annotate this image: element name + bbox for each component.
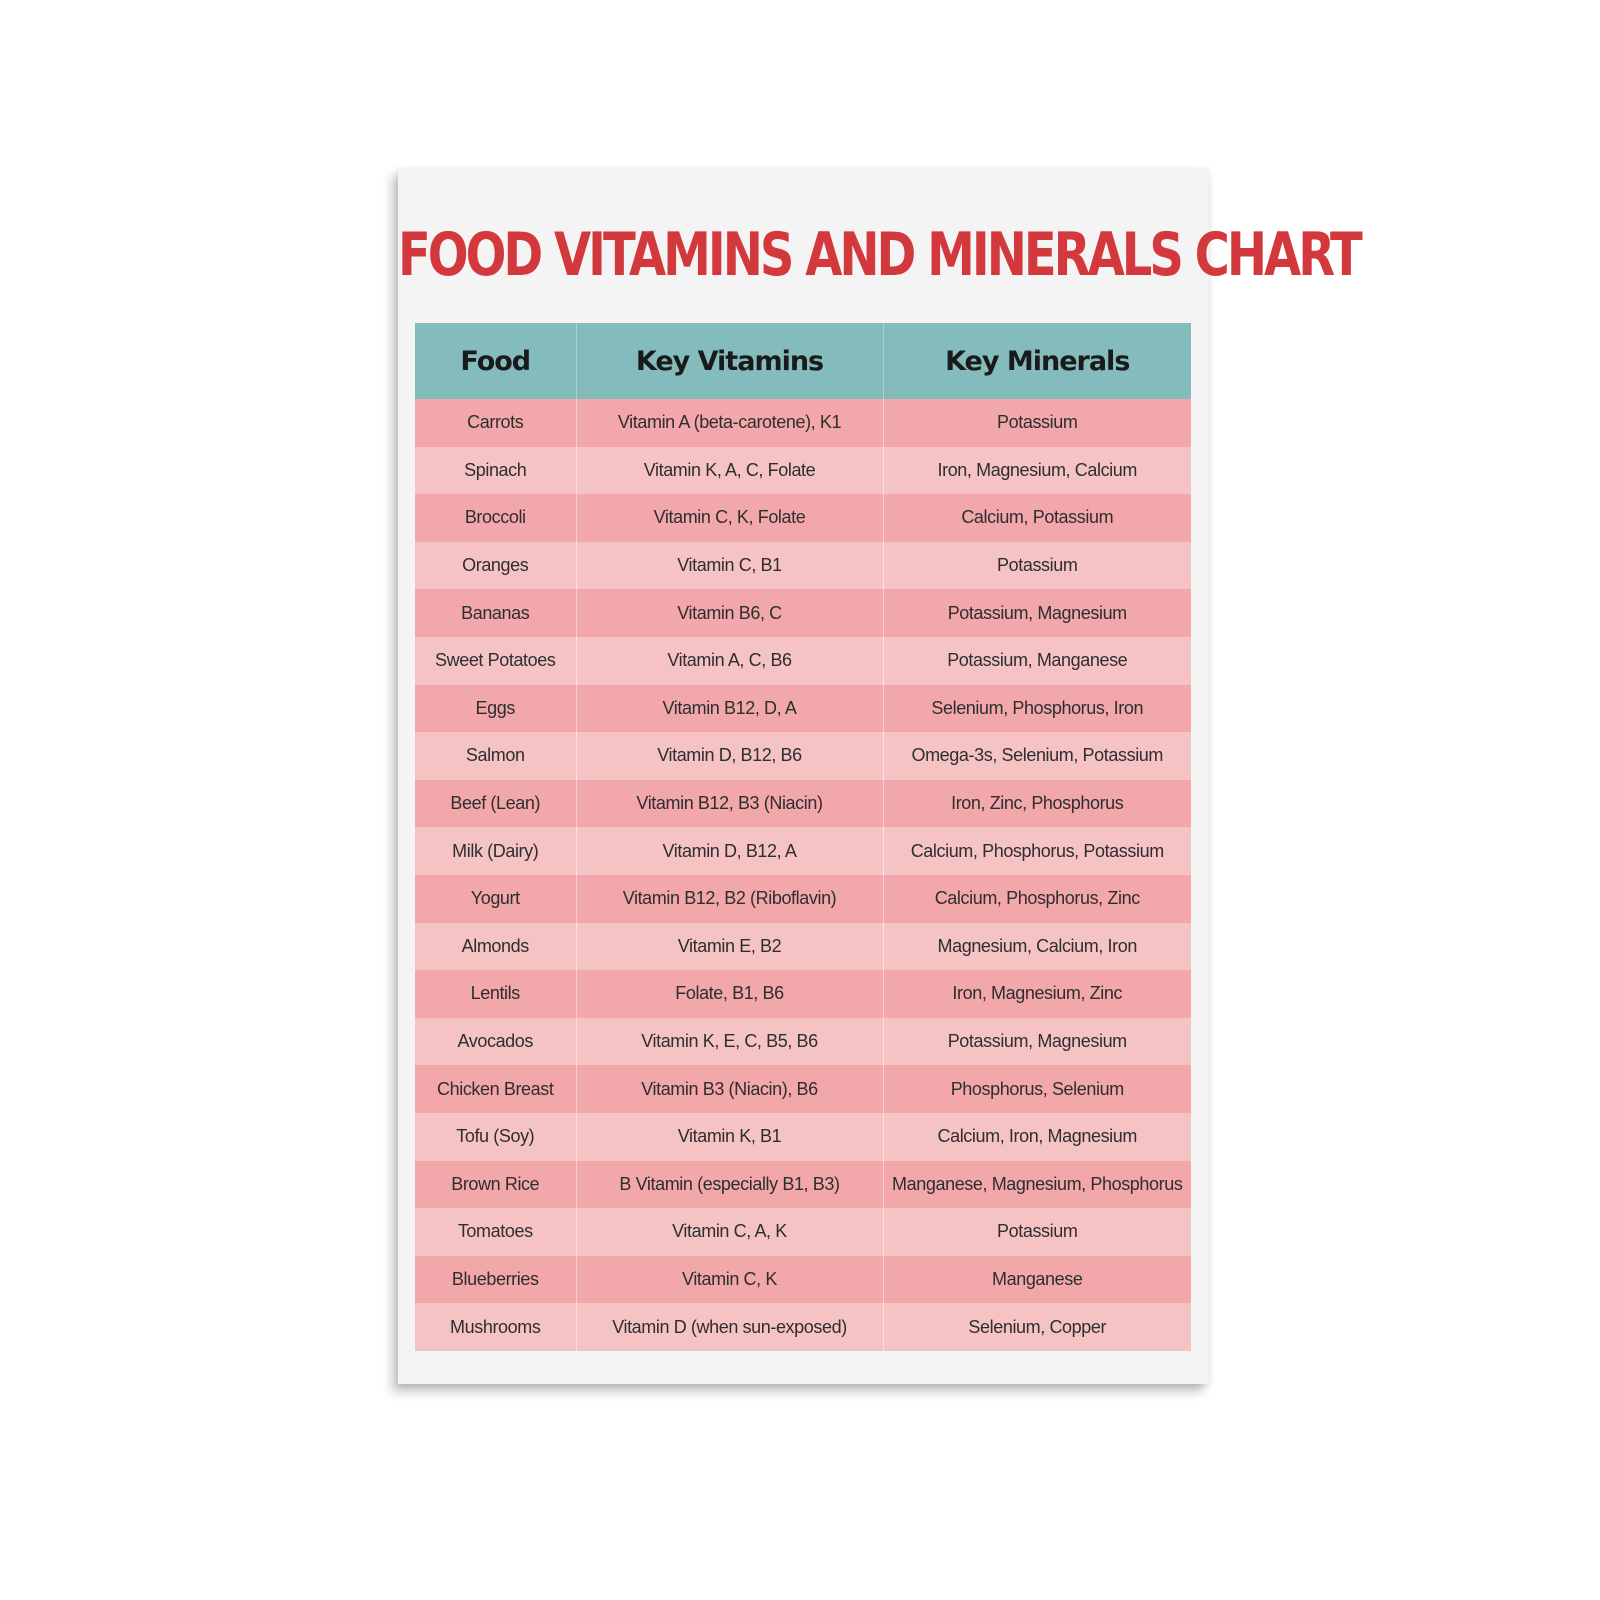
nutrition-table [415,323,1191,1351]
food-cell: Chicken Breast [415,1065,576,1113]
food-cell: Blueberries [415,1256,576,1304]
table-row [415,1113,1191,1161]
vitamins-cell: Vitamin D, B12, A [576,827,883,875]
minerals-cell: Manganese, Magnesium, Phosphorus [883,1161,1191,1209]
minerals-cell: Potassium [883,1208,1191,1256]
table-row [415,589,1191,637]
minerals-cell: Selenium, Copper [883,1303,1191,1351]
vitamins-cell: Vitamin D (when sun-exposed) [576,1303,883,1351]
chart-title: FOOD VITAMINS AND MINERALS CHART [398,220,1360,290]
food-cell: Oranges [415,542,576,590]
minerals-cell: Iron, Magnesium, Zinc [883,970,1191,1018]
table-row [415,494,1191,542]
food-cell: Lentils [415,970,576,1018]
food-cell: Tofu (Soy) [415,1113,576,1161]
food-cell: Milk (Dairy) [415,827,576,875]
food-cell: Beef (Lean) [415,780,576,828]
food-cell: Yogurt [415,875,576,923]
minerals-cell: Manganese [883,1256,1191,1304]
vitamins-cell: Vitamin C, A, K [576,1208,883,1256]
vitamins-cell: Vitamin K, A, C, Folate [576,447,883,495]
table-row [415,542,1191,590]
vitamins-cell: Vitamin K, E, C, B5, B6 [576,1018,883,1066]
table-body [415,399,1191,1351]
column-header-minerals: Key Minerals [883,323,1191,399]
vitamins-cell: Vitamin E, B2 [576,923,883,971]
header-row [415,323,1191,399]
table-header [415,323,1191,399]
vitamins-cell: Vitamin A, C, B6 [576,637,883,685]
minerals-cell: Magnesium, Calcium, Iron [883,923,1191,971]
vitamins-cell: Vitamin D, B12, B6 [576,732,883,780]
vitamins-cell: Vitamin B3 (Niacin), B6 [576,1065,883,1113]
minerals-cell: Calcium, Iron, Magnesium [883,1113,1191,1161]
minerals-cell: Potassium [883,399,1191,447]
food-cell: Salmon [415,732,576,780]
food-cell: Carrots [415,399,576,447]
minerals-cell: Potassium [883,542,1191,590]
minerals-cell: Potassium, Magnesium [883,1018,1191,1066]
minerals-cell: Iron, Magnesium, Calcium [883,447,1191,495]
table-row [415,1256,1191,1304]
minerals-cell: Phosphorus, Selenium [883,1065,1191,1113]
minerals-cell: Calcium, Phosphorus, Zinc [883,875,1191,923]
table-row [415,1303,1191,1351]
vitamins-cell: Vitamin K, B1 [576,1113,883,1161]
table-row [415,1161,1191,1209]
table-row [415,827,1191,875]
food-cell: Brown Rice [415,1161,576,1209]
food-cell: Spinach [415,447,576,495]
vitamins-cell: B Vitamin (especially B1, B3) [576,1161,883,1209]
vitamins-cell: Folate, B1, B6 [576,970,883,1018]
food-cell: Tomatoes [415,1208,576,1256]
minerals-cell: Calcium, Potassium [883,494,1191,542]
table-row [415,1065,1191,1113]
vitamins-cell: Vitamin C, B1 [576,542,883,590]
column-header-vitamins: Key Vitamins [576,323,883,399]
table-row [415,447,1191,495]
vitamins-cell: Vitamin B6, C [576,589,883,637]
vitamins-cell: Vitamin B12, D, A [576,685,883,733]
column-header-food: Food [415,323,576,399]
table-row [415,399,1191,447]
food-cell: Eggs [415,685,576,733]
table-row [415,780,1191,828]
minerals-cell: Selenium, Phosphorus, Iron [883,685,1191,733]
vitamins-cell: Vitamin B12, B2 (Riboflavin) [576,875,883,923]
food-cell: Avocados [415,1018,576,1066]
table-row [415,1018,1191,1066]
table-row [415,732,1191,780]
minerals-cell: Calcium, Phosphorus, Potassium [883,827,1191,875]
vitamins-cell: Vitamin C, K [576,1256,883,1304]
table-row [415,1208,1191,1256]
food-cell: Mushrooms [415,1303,576,1351]
food-cell: Bananas [415,589,576,637]
poster [398,168,1360,1384]
minerals-cell: Potassium, Manganese [883,637,1191,685]
vitamins-cell: Vitamin C, K, Folate [576,494,883,542]
minerals-cell: Omega-3s, Selenium, Potassium [883,732,1191,780]
minerals-cell: Iron, Zinc, Phosphorus [883,780,1191,828]
food-cell: Almonds [415,923,576,971]
table-row [415,685,1191,733]
vitamins-cell: Vitamin B12, B3 (Niacin) [576,780,883,828]
food-cell: Sweet Potatoes [415,637,576,685]
table-row [415,875,1191,923]
table-row [415,970,1191,1018]
table-row [415,637,1191,685]
food-cell: Broccoli [415,494,576,542]
nutrition-table-container [415,323,1191,1351]
vitamins-cell: Vitamin A (beta-carotene), K1 [576,399,883,447]
table-row [415,923,1191,971]
minerals-cell: Potassium, Magnesium [883,589,1191,637]
